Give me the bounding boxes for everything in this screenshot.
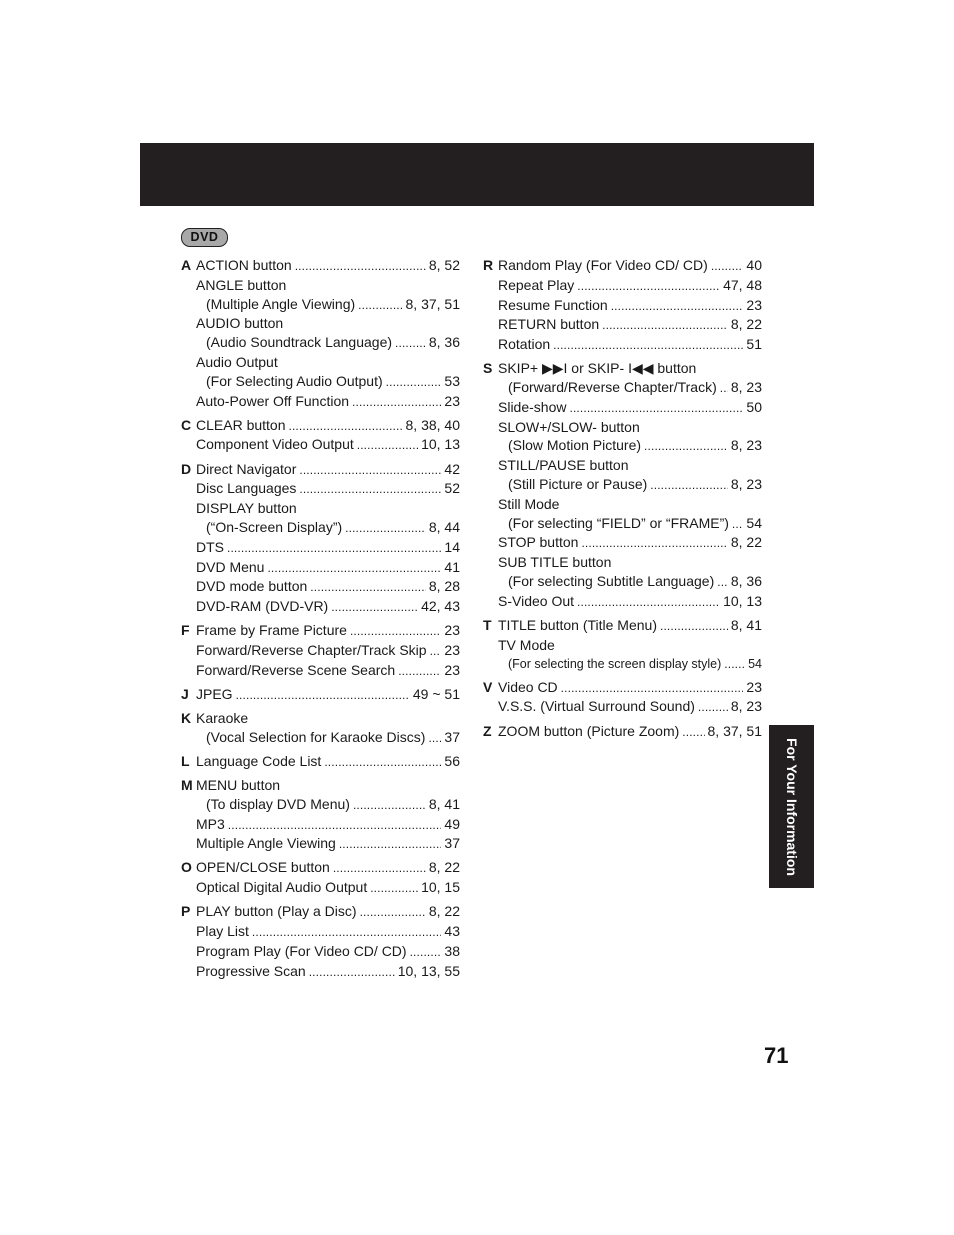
dot-leader [331,597,418,617]
dvd-badge: DVD [181,228,228,247]
entry-text: (Slow Motion Picture) [508,437,642,454]
entry-text: (Audio Soundtrack Language) [206,334,393,351]
index-letter: P [181,903,191,920]
entry-text: DVD-RAM (DVD-VR) [196,598,329,615]
entry-text: JPEG [196,685,233,702]
dot-leader [577,592,720,612]
index-letter: A [181,257,192,273]
entry-pages: 8, 22 [428,903,460,920]
dot-leader [711,256,744,276]
index-entry [196,902,460,922]
entry-text: (For selecting Subtitle Language) [508,573,715,590]
index-letter: C [181,416,192,433]
entry-pages: 8, 44 [428,518,460,535]
entry-text: Progressive Scan [196,962,306,979]
section-side-tab [769,725,814,888]
index-group-l [179,752,460,772]
index-entry [196,499,460,518]
index-letter: R [483,257,494,273]
index-entry [498,436,762,456]
index-letter: O [181,859,192,876]
entry-text: (“On-Screen Display”) [206,518,343,535]
index-entry [498,553,762,572]
dot-leader [398,661,441,681]
index-entry [498,418,762,437]
entry-text: (For Selecting Audio Output) [206,372,383,389]
entry-pages: 8, 23 [730,437,762,454]
page-number: 71 [764,1043,789,1068]
entry-text: (Vocal Selection for Karaoke Discs) [206,728,426,745]
dot-leader [698,697,728,717]
dot-leader [660,616,728,636]
entry-pages: 10, 13 [723,592,762,609]
index-group-v [481,678,762,718]
index-group-j [179,685,460,705]
index-group-t [481,616,762,673]
index-entry [196,314,460,333]
index-entry [498,722,762,742]
index-entry [196,728,460,748]
dot-leader [720,378,728,398]
dot-leader [410,942,442,962]
entry-pages: 8, 41 [730,616,762,633]
index-entry [498,514,762,534]
index-entry [196,709,460,728]
index-column-left [179,256,460,986]
entry-text: SUB TITLE button [498,554,612,571]
entry-text: MP3 [196,815,225,832]
dot-leader [360,902,426,922]
entry-text: Optical Digital Audio Output [196,879,368,896]
entry-text: Audio Output [196,353,278,370]
entry-pages: 23 [444,622,460,639]
entry-pages: 41 [444,558,460,575]
index-entry [196,795,460,815]
entry-text: S-Video Out [498,592,575,609]
index-entry [196,577,460,597]
entry-text: Direct Navigator [196,460,297,477]
index-entry [196,858,460,878]
dot-leader [352,392,441,412]
entry-pages: 8, 23 [730,379,762,396]
entry-pages: 8, 41 [428,795,460,812]
index-entry [498,296,762,316]
dot-leader [611,296,744,316]
side-tab-label: For Your Information [783,737,800,876]
index-entry [498,533,762,553]
index-entry [196,962,460,982]
entry-pages: 8, 37, 51 [707,722,762,739]
dot-leader [228,815,442,835]
entry-pages: 23 [444,642,460,659]
dot-leader [252,922,442,942]
entry-pages: 51 [746,336,762,353]
entry-text: (For selecting “FIELD” or “FRAME”) [508,514,729,531]
index-entry [196,392,460,412]
entry-pages: 23 [746,678,762,695]
index-entry [196,878,460,898]
index-group-f [179,621,460,680]
dot-leader [386,372,442,392]
dot-leader [561,678,744,698]
index-entry [498,495,762,514]
index-entry [196,661,460,681]
entry-pages: 43 [444,923,460,940]
entry-text: Repeat Play [498,276,575,293]
index-entry [498,359,762,378]
index-entry [196,922,460,942]
index-entry [196,333,460,353]
index-entry [498,475,762,495]
index-group-o [179,858,460,898]
index-letter: V [483,678,493,695]
dot-leader [553,335,743,355]
entry-pages: 50 [746,398,762,415]
index-group-a [179,256,460,411]
entry-text: STOP button [498,534,579,551]
dot-leader [644,436,728,456]
entry-text: (Multiple Angle Viewing) [206,295,356,312]
entry-text: Random Play (For Video CD/ CD) [498,257,708,273]
entry-pages: 42, 43 [421,598,460,615]
index-entry [498,456,762,475]
entry-pages: 23 [444,392,460,409]
entry-text: ACTION button [196,257,292,273]
entry-text: DISPLAY button [196,500,297,517]
entry-text: AUDIO button [196,315,284,332]
entry-pages: 8, 22 [730,534,762,551]
dot-leader [682,722,704,742]
entry-text: OPEN/CLOSE button [196,859,330,876]
index-entry [196,256,460,276]
index-entry [498,315,762,335]
index-entry [196,276,460,295]
index-entry [196,621,460,641]
index-entry [498,398,762,418]
index-entry [498,256,762,276]
index-column-right [481,256,762,746]
entry-text: (To display DVD Menu) [206,795,350,812]
dot-leader [717,572,728,592]
index-entry [196,479,460,499]
dot-leader [358,295,402,315]
entry-text: Karaoke [196,710,249,727]
entry-text: Frame by Frame Picture [196,622,347,639]
index-letter: K [181,710,192,727]
index-entry [196,295,460,315]
index-entry [498,678,762,698]
dot-leader [430,641,442,661]
index-entry [196,353,460,372]
index-entry [498,697,762,717]
entry-text: MENU button [196,777,281,793]
entry-pages: 14 [444,538,460,555]
header-bar [140,143,814,206]
entry-pages: 53 [444,372,460,389]
entry-text: DVD mode button [196,578,308,595]
entry-pages: 47, 48 [723,276,762,293]
entry-pages: 10, 15 [421,879,460,896]
entry-pages: 37 [444,835,460,852]
entry-text: SKIP+ ▶▶I or SKIP- I◀◀ button [498,360,697,377]
index-entry [498,378,762,398]
entry-text: ZOOM button (Picture Zoom) [498,722,680,739]
dot-leader [345,518,426,538]
index-letter: D [181,460,192,477]
index-entry [498,616,762,636]
index-letter: Z [483,722,492,739]
entry-pages: 40 [746,257,762,273]
index-entry [196,460,460,480]
index-entry [196,685,460,705]
index-group-d [179,460,460,617]
entry-text: Slide-show [498,398,567,415]
index-entry [196,597,460,617]
entry-text: (For selecting the screen display style) [508,656,722,671]
dot-leader [236,685,410,705]
entry-text: Forward/Reverse Scene Search [196,661,396,678]
index-entry [196,942,460,962]
entry-text: CLEAR button [196,416,286,433]
entry-pages: 23 [444,661,460,678]
index-group-r [481,256,762,355]
entry-pages: 49 [444,815,460,832]
index-group-m [179,776,460,854]
dot-leader [395,333,426,353]
dot-leader [333,858,426,878]
index-entry [498,592,762,612]
index-group-z [481,722,762,742]
entry-pages: 42 [444,460,460,477]
dot-leader [357,435,418,455]
dot-leader [324,752,441,772]
index-group-p [179,902,460,981]
entry-text: Play List [196,923,249,940]
index-entry [498,655,762,674]
index-letter: T [483,616,492,633]
entry-text: SLOW+/SLOW- button [498,418,640,435]
index-letter: F [181,622,190,639]
entry-text: STILL/PAUSE button [498,457,629,474]
entry-pages: 49 ~ 51 [412,685,460,702]
index-entry [196,538,460,558]
index-group-c [179,416,460,456]
index-entry [196,558,460,578]
dot-leader [732,514,744,534]
dot-leader [310,577,426,597]
index-entry [196,752,460,772]
index-letter: S [483,360,493,377]
entry-pages: 54 [748,656,762,671]
dot-leader [602,315,728,335]
entry-pages: 8, 28 [428,578,460,595]
entry-pages: 23 [746,296,762,313]
dot-leader [299,479,441,499]
entry-pages: 8, 36 [428,334,460,351]
entry-text: Still Mode [498,495,560,512]
entry-pages: 54 [746,514,762,531]
dot-leader [295,256,426,276]
index-group-s [481,359,762,611]
dot-leader [650,475,728,495]
dot-leader [309,962,395,982]
entry-text: Resume Function [498,296,608,313]
entry-pages: 52 [444,480,460,497]
index-entry [498,276,762,296]
dot-leader [227,538,441,558]
entry-text: (Forward/Reverse Chapter/Track) [508,379,717,396]
index-entry [498,572,762,592]
index-entry [196,641,460,661]
entry-text: Rotation [498,336,551,353]
entry-text: Disc Languages [196,480,297,497]
index-entry [196,518,460,538]
dot-leader [353,795,426,815]
dot-leader [289,416,403,436]
entry-pages: 10, 13, 55 [397,962,460,979]
entry-text: RETURN button [498,316,600,333]
dot-leader [370,878,418,898]
entry-text: DVD Menu [196,558,265,575]
index-entry [498,335,762,355]
index-entry [196,435,460,455]
dot-leader [577,276,720,296]
dot-leader [299,460,441,480]
entry-text: Language Code List [196,752,322,769]
entry-pages: 8, 52 [428,257,460,273]
entry-pages: 37 [444,728,460,745]
entry-pages: 8, 36 [730,573,762,590]
entry-pages: 8, 22 [730,316,762,333]
dot-leader [569,398,743,418]
dot-leader [724,655,745,674]
entry-text: Multiple Angle Viewing [196,835,336,852]
index-entry [196,416,460,436]
index-entry [498,636,762,655]
index-letter: J [181,685,189,702]
entry-pages: 8, 23 [730,476,762,493]
entry-text: PLAY button (Play a Disc) [196,903,357,920]
entry-text: Auto-Power Off Function [196,392,350,409]
entry-text: (Still Picture or Pause) [508,476,648,493]
entry-pages: 8, 23 [730,698,762,715]
index-letter: L [181,752,190,769]
entry-text: DTS [196,538,224,555]
entry-text: Video CD [498,678,558,695]
entry-text: Forward/Reverse Chapter/Track Skip [196,642,427,659]
dot-leader [339,834,442,854]
entry-pages: 56 [444,752,460,769]
entry-pages: 38 [444,942,460,959]
index-entry [196,815,460,835]
index-entry [196,372,460,392]
index-group-k [179,709,460,748]
entry-text: Program Play (For Video CD/ CD) [196,942,407,959]
index-letter: M [181,777,193,793]
index-entry [196,834,460,854]
index-entry [196,776,460,795]
entry-text: Component Video Output [196,436,354,453]
dot-leader [428,728,441,748]
entry-pages: 10, 13 [421,436,460,453]
entry-pages: 8, 38, 40 [405,416,460,433]
entry-text: ANGLE button [196,276,287,293]
entry-text: TV Mode [498,636,555,653]
dot-leader [581,533,727,553]
dot-leader [350,621,441,641]
dot-leader [267,558,441,578]
entry-pages: 8, 22 [428,859,460,876]
entry-pages: 8, 37, 51 [405,295,460,312]
entry-text: TITLE button (Title Menu) [498,616,657,633]
entry-text: V.S.S. (Virtual Surround Sound) [498,698,695,715]
